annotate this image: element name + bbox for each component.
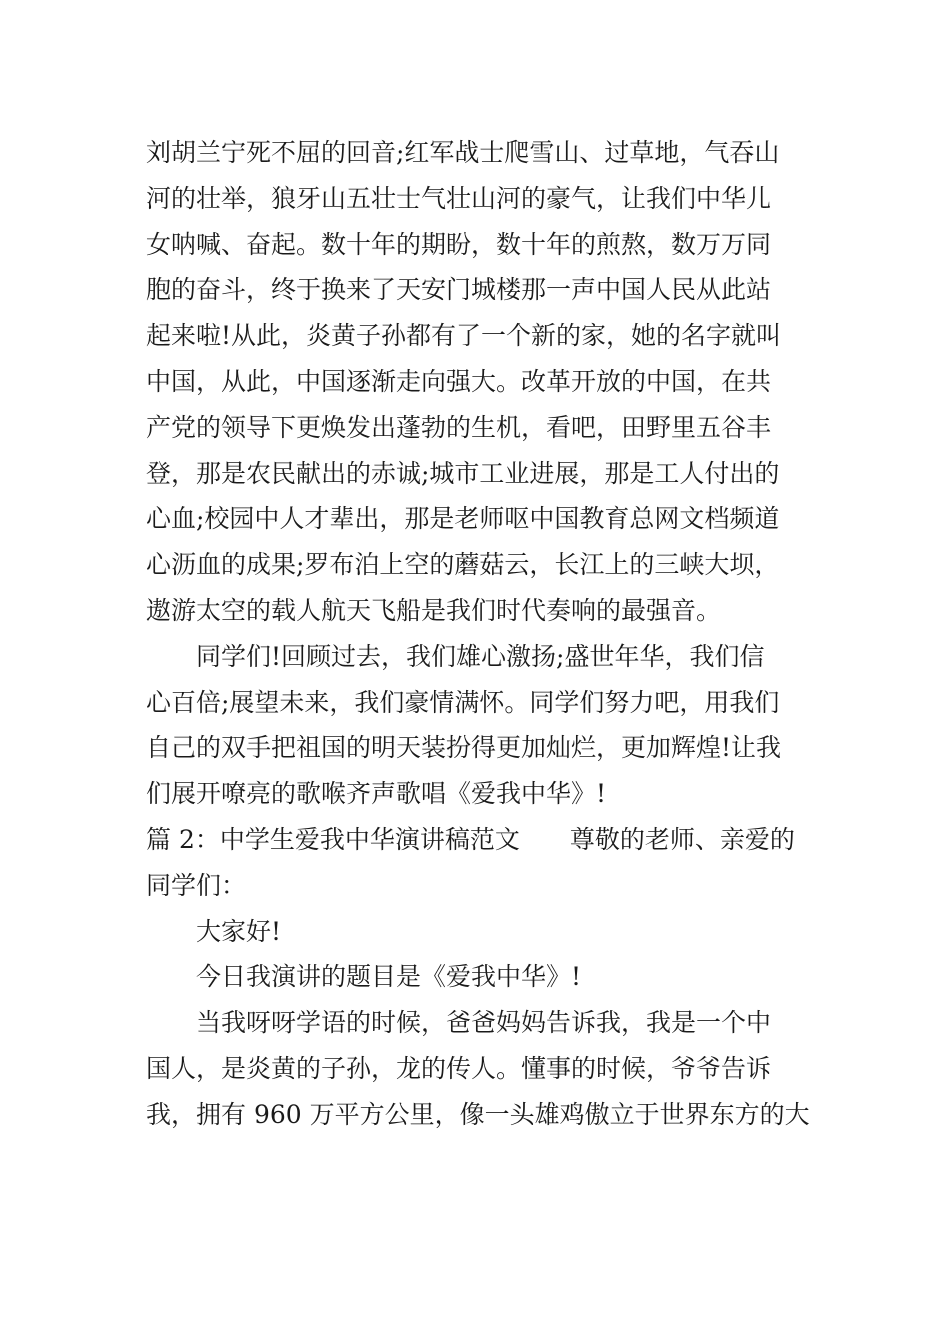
text-line: 自己的双手把祖国的明天装扮得更加灿烂，更加辉煌!让我 (146, 733, 782, 763)
text-line: 国人，是炎黄的子孙，龙的传人。懂事的时候，爷爷告诉 (146, 1053, 772, 1083)
text-line: 中国，从此，中国逐渐走向强大。改革开放的中国，在共 (146, 366, 772, 396)
paragraph-start-line: 同学们!回顾过去，我们雄心激扬;盛世年华，我们信 (196, 641, 765, 671)
text-line: 起来啦!从此，炎黄子孙都有了一个新的家，她的名字就叫 (146, 321, 782, 351)
text-line: 登，那是农民献出的赤诚;城市工业进展，那是工人付出的 (146, 458, 780, 488)
text-line: 胞的奋斗，终于换来了天安门城楼那一声中国人民从此站 (146, 275, 772, 305)
section-heading-line: 篇 2：中学生爱我中华演讲稿范文 尊敬的老师、亲爱的 (146, 824, 795, 854)
text-line: 河的壮举，狼牙山五壮士气壮山河的豪气，让我们中华儿 (146, 183, 772, 213)
body-text (146, 130, 816, 1138)
text-line: 我，拥有 960 万平方公里，像一头雄鸡傲立于世界东方的大 (146, 1099, 810, 1129)
text-line: 刘胡兰宁死不屈的回音;红军战士爬雪山、过草地，气吞山 (146, 138, 780, 167)
text-line: 遨游太空的载人航天飞船是我们时代奏响的最强音。 (146, 595, 722, 625)
text-line: 女呐喊、奋起。数十年的期盼，数十年的煎熬，数万万同 (146, 229, 772, 259)
text-line: 心沥血的成果;罗布泊上空的蘑菇云，长江上的三峡大坝， (146, 550, 780, 580)
text-line: 心百倍;展望未来，我们豪情满怀。同学们努力吧，用我们 (146, 687, 780, 717)
greeting-line: 大家好! (196, 916, 282, 946)
text-line: 们展开嘹亮的歌喉齐声歌唱《爱我中华》! (146, 779, 607, 809)
paragraph-start-line: 当我呀呀学语的时候，爸爸妈妈告诉我，我是一个中 (196, 1008, 772, 1038)
text-line: 心血;校园中人才辈出，那是老师呕中国教育总网文档频道 (146, 504, 780, 534)
text-line: 同学们： (146, 870, 247, 900)
text-line: 产党的领导下更焕发出蓬勃的生机，看吧，田野里五谷丰 (146, 412, 772, 442)
paragraph-start-line: 今日我演讲的题目是《爱我中华》! (196, 962, 582, 992)
